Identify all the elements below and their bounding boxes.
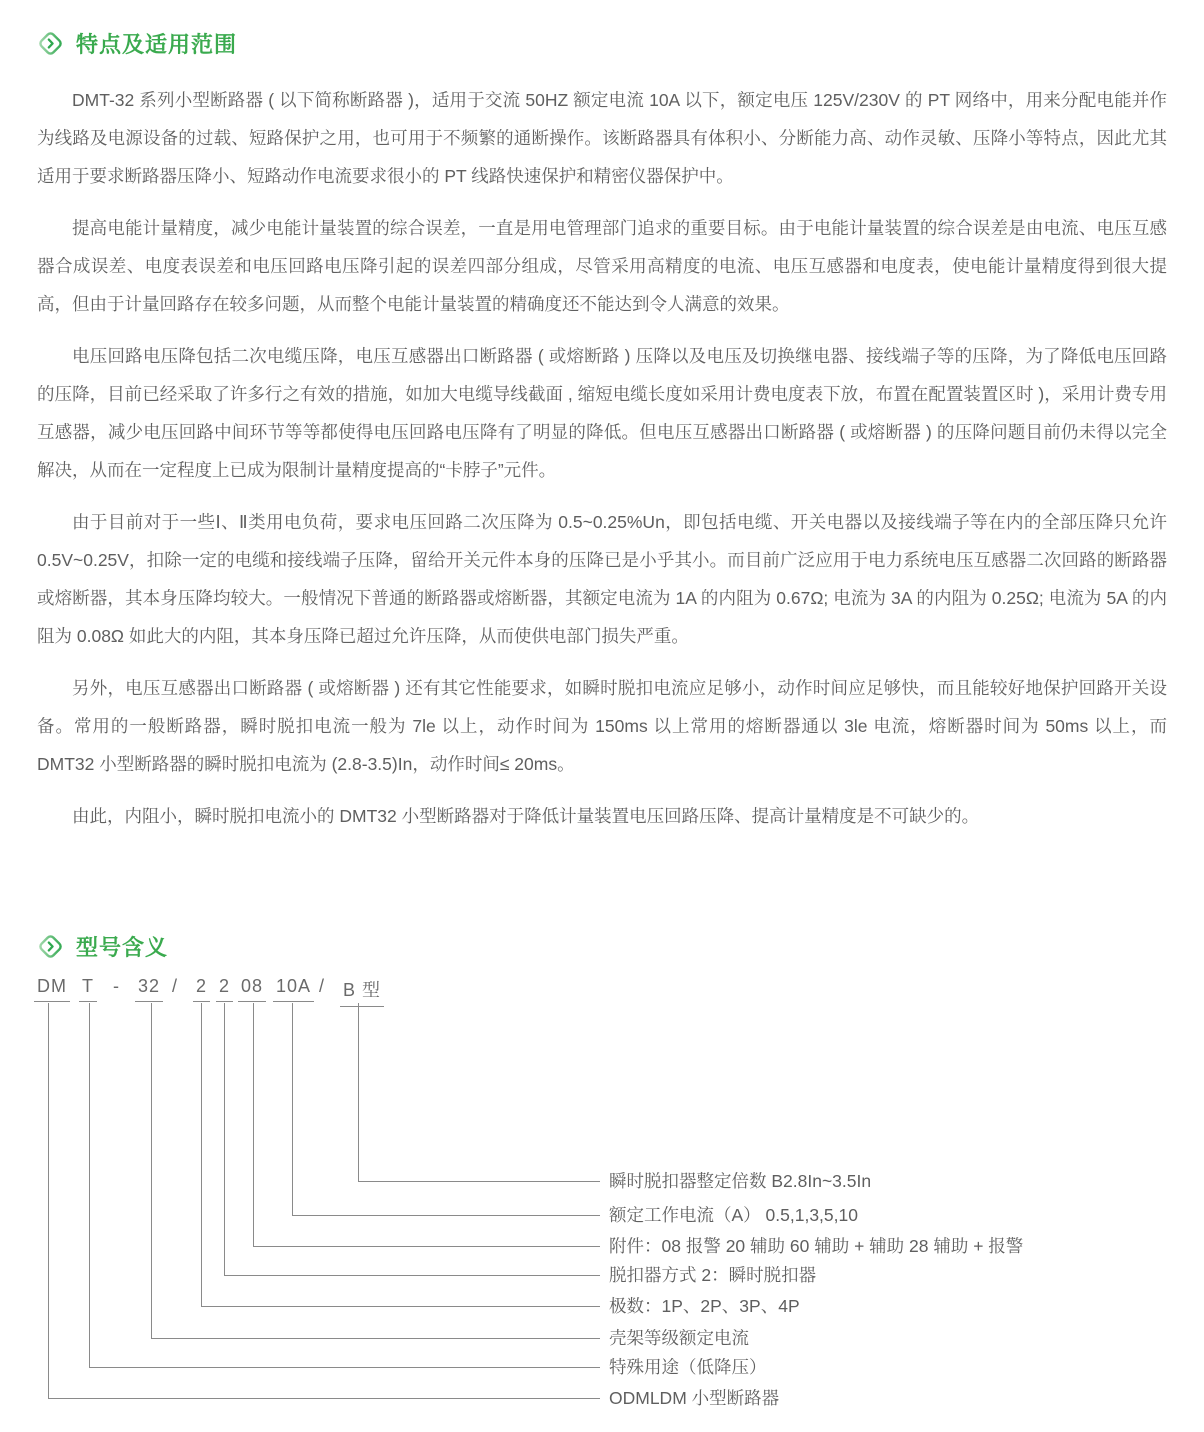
model-separator: - <box>113 976 120 996</box>
model-segment: 2 <box>193 976 210 1002</box>
connector-line <box>292 1003 293 1215</box>
diagram-label: 附件：08 报警 20 辅助 60 辅助 + 辅助 28 辅助 + 报警 <box>609 1236 1024 1256</box>
paragraph: 由于目前对于一些Ⅰ、Ⅱ类用电负荷，要求电压回路二次压降为 0.5~0.25%Un，即包括电缆、开关电器以及接线端子等在内的全部压降只允许 0.5V~0.25V，扣除一定的电缆和接线端子压降，留给开关元件本身的压降已是小乎其小。而目前广泛应用于电力系统电压互感器二次回路的断路器或熔断器，其本身压降均较大。一般情况下普通的断路器或熔断器，其额定电流为 1A 的内阻为 0.67Ω; 电流为 3A 的内阻为 0.25Ω; 电流为 5A 的内阻为 0.08Ω 如此大的内阻，其本身压降已超过允许压降，从而使供电部门损失严重。 <box>37 512 1167 646</box>
paragraph: 另外，电压互感器出口断路器 ( 或熔断器 ) 还有其它性能要求，如瞬时脱扣电流应足够小，动作时间应足够快，而且能较好地保护回路开关设备。常用的一般断路器，瞬时脱扣电流一般为 7le 以上，动作时间为 150ms 以上常用的熔断器通以 3le 电流，熔断器时间为 50ms 以上，而 DMT32 小型断路器的瞬时脱扣电流为 (2.8-3.5)In，动作时间≤ 20ms。 <box>37 678 1167 774</box>
connector-line <box>292 1215 600 1216</box>
connector-line <box>224 1003 225 1275</box>
section1-header <box>37 28 1167 59</box>
model-separator: / <box>319 976 326 996</box>
paragraph: DMT-32 系列小型断路器 ( 以下简称断路器 )，适用于交流 50HZ 额定电流 10A 以下，额定电压 125V/230V 的 PT 网络中，用来分配电能并作为线路及电源设备的过载、短路保护之用，也可用于不频繁的通断操作。该断路器具有体积小、分断能力高、动作灵敏、压降小等特点，因此尤其适用于要求断路器压降小、短路动作电流要求很小的 PT 线路快速保护和精密仪器保护中。 <box>37 90 1167 186</box>
diamond-chevron-icon <box>37 933 64 960</box>
section2-header <box>37 931 1167 962</box>
model-segment: 10A <box>273 976 314 1002</box>
connector-line <box>151 1338 600 1339</box>
model-segment: 08 <box>238 976 266 1002</box>
diagram-label: 额定工作电流（A） 0.5,1,3,5,10 <box>609 1205 858 1225</box>
diagram-label: ODMLDM 小型断路器 <box>609 1388 780 1408</box>
model-segment: T <box>79 976 97 1002</box>
section2-title: 型号含义 <box>76 935 169 960</box>
connector-line <box>253 1246 600 1247</box>
connector-line <box>224 1275 600 1276</box>
paragraph: 由此，内阻小，瞬时脱扣电流小的 DMT32 小型断路器对于降低计量装置电压回路压降、提高计量精度是不可缺少的。 <box>72 806 980 826</box>
connector-line <box>48 1003 49 1398</box>
model-segment: 2 <box>216 976 233 1002</box>
connector-line <box>151 1003 152 1338</box>
connector-line <box>89 1367 600 1368</box>
section1-title: 特点及适用范围 <box>76 32 238 57</box>
diamond-chevron-icon <box>37 30 64 57</box>
connector-line <box>201 1306 600 1307</box>
diagram-label: 壳架等级额定电流 <box>609 1328 749 1348</box>
connector-line <box>89 1003 90 1367</box>
diagram-label: 特殊用途（低降压） <box>609 1357 767 1377</box>
connector-line <box>253 1003 254 1246</box>
connector-line <box>48 1398 600 1399</box>
paragraph: 电压回路电压降包括二次电缆压降，电压互感器出口断路器 ( 或熔断路 ) 压降以及电压及切换继电器、接线端子等的压降，为了降低电压回路的压降，目前已经采取了许多行之有效的措施，如加大电缆导线截面 , 缩短电缆长度如采用计费电度表下放，布置在配置装置区时 )，采用计费专用互感器，减少电压回路中间环节等等都使得电压回路电压降有了明显的降低。但电压互感器出口断路器 ( 或熔断器 ) 的压降问题目前仍未得以完全解决，从而在一定程度上已成为限制计量精度提高的“卡脖子”元件。 <box>37 346 1167 480</box>
diagram-label: 脱扣器方式 2：瞬时脱扣器 <box>609 1265 817 1285</box>
model-segment: DM <box>34 976 70 1002</box>
model-diagram <box>37 970 1167 1432</box>
diagram-label: 瞬时脱扣器整定倍数 B2.8In~3.5In <box>609 1171 872 1191</box>
model-separator: / <box>172 976 179 996</box>
model-segment: 32 <box>135 976 163 1002</box>
connector-line <box>201 1003 202 1306</box>
paragraph: 提高电能计量精度，减少电能计量装置的综合误差，一直是用电管理部门追求的重要目标。由于电能计量装置的综合误差是由电流、电压互感器合成误差、电度表误差和电压回路电压降引起的误差四部分组成，尽管采用高精度的电流、电压互感器和电度表，使电能计量精度得到很大提高，但由于计量回路存在较多问题，从而整个电能计量装置的精确度还不能达到令人满意的效果。 <box>37 218 1167 314</box>
connector-line <box>358 1003 359 1181</box>
section1-body <box>37 81 1167 835</box>
model-segment: B 型 <box>340 976 384 1007</box>
connector-line <box>358 1181 600 1182</box>
diagram-label: 极数：1P、2P、3P、4P <box>609 1296 800 1316</box>
